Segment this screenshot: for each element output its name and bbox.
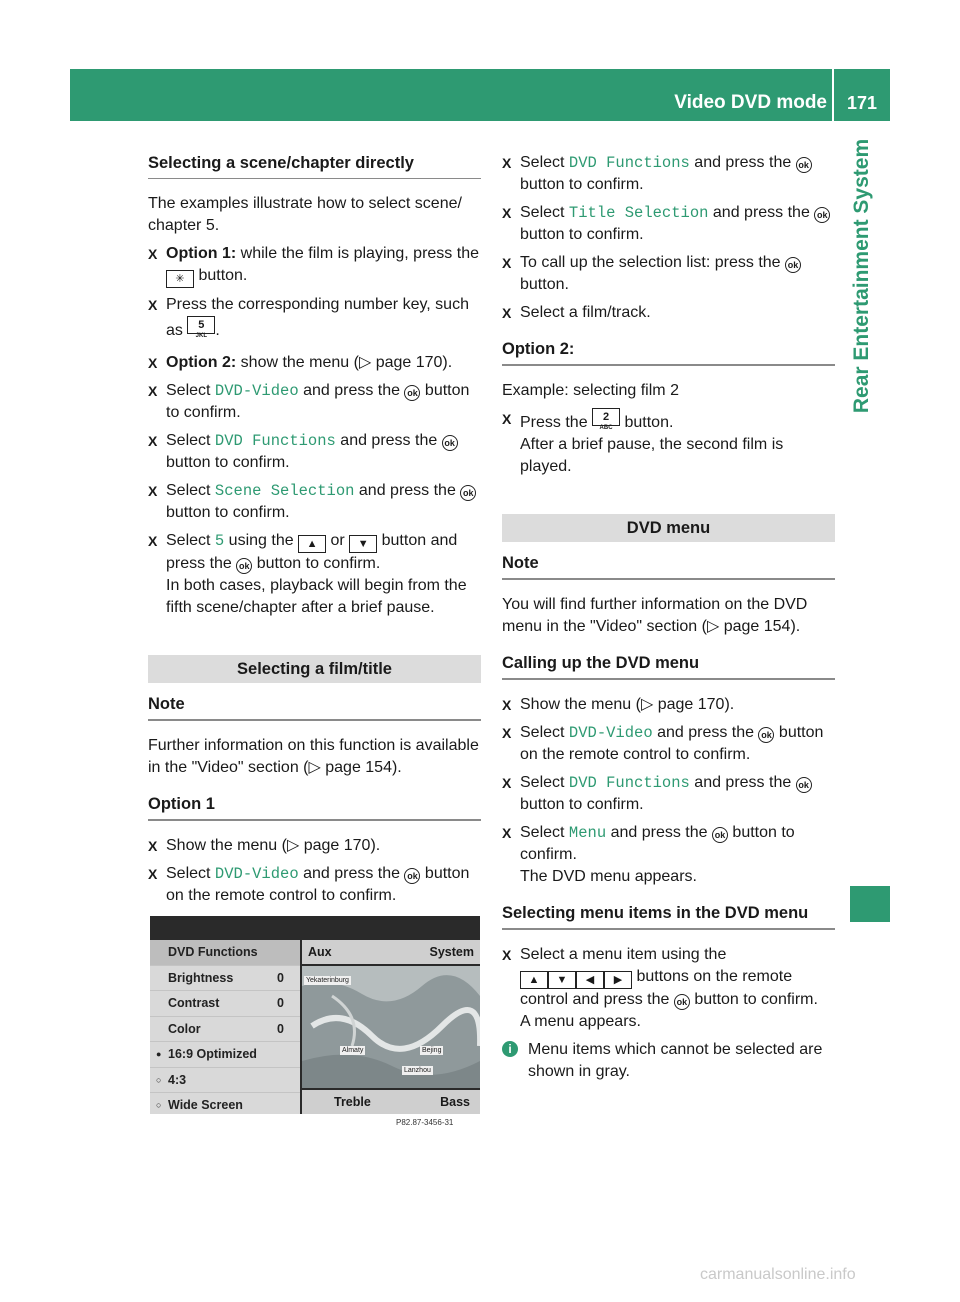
step-select-film: X Select a film/track.: [502, 302, 835, 324]
paragraph-example: Example: selecting film 2: [502, 382, 679, 399]
section-title: Video DVD mode: [674, 92, 827, 113]
heading-calling-dvd-menu: Calling up the DVD menu: [502, 652, 835, 680]
step-press-2: X Press the 2 ABC button. After a brief pause, the second film is played.: [502, 408, 835, 478]
up-key-icon: ▲: [298, 535, 326, 553]
step-select-dvd-functions: X Select DVD Functions and press the ok button to confirm.: [148, 430, 481, 474]
step-option1: X Option 1: while the film is playing, press the ✳ button.: [148, 243, 481, 288]
step-icon: X: [148, 355, 158, 371]
number-key-2-icon: 2 ABC: [592, 408, 620, 426]
step-select-dvd-functions-2: X Select DVD Functions and press the ok button to confirm.: [502, 772, 835, 816]
step-icon: X: [148, 533, 158, 549]
info-note: i Menu items which cannot be selected are shown in gray.: [502, 1039, 835, 1083]
heading-film-title: Selecting a film/title: [148, 655, 481, 683]
heading-selecting-menu-items: Selecting menu items in the DVD menu: [502, 902, 835, 930]
ok-button-icon: ok: [814, 207, 830, 223]
step-icon: X: [502, 305, 512, 321]
dvd-functions-menu: [150, 940, 300, 1114]
right-key-icon: ▶: [604, 971, 632, 989]
ok-button-icon: ok: [796, 157, 812, 173]
menu-item: ○ Wide Screen: [150, 1093, 300, 1118]
heading-note: Note: [502, 552, 835, 580]
left-key-icon: ◀: [576, 971, 604, 989]
step-icon: X: [502, 411, 512, 427]
step-icon: X: [148, 483, 158, 499]
menu-item: Contrast 0: [150, 991, 300, 1017]
step-result: The DVD menu appears.: [520, 868, 697, 885]
map-label: Almaty: [342, 1047, 364, 1054]
step-result: A menu appears.: [520, 1013, 641, 1030]
step-icon: X: [502, 775, 512, 791]
step-select-scene: X Select Scene Selection and press the ok button to confirm.: [148, 480, 481, 524]
step-icon: X: [148, 433, 158, 449]
step-icon: X: [148, 838, 158, 854]
step-icon: X: [502, 725, 512, 741]
map-label: Bejing: [422, 1047, 442, 1054]
page-number: 171: [846, 93, 878, 113]
heading-scene-chapter: Selecting a scene/chapter directly: [148, 152, 481, 179]
info-icon: i: [502, 1041, 518, 1057]
down-key-icon: ▼: [548, 971, 576, 989]
ok-button-icon: ok: [796, 777, 812, 793]
side-marker: [850, 886, 890, 922]
ok-button-icon: ok: [758, 727, 774, 743]
step-icon: X: [148, 246, 158, 262]
paragraph-note: Further information on this function is available in the "Video" section (▷ page 154).: [148, 737, 479, 776]
screen-bottom-bar: [302, 1090, 480, 1114]
heading-option1: Option 1: [148, 793, 481, 821]
step-icon: X: [148, 866, 158, 882]
paragraph-note: You will find further information on the DVD menu in the "Video" section (▷ page 154).: [502, 596, 808, 635]
step-result: In both cases, playback will begin from the fifth scene/chapter after a brief pause.: [166, 577, 467, 616]
side-tab: [843, 126, 881, 426]
step-select-dvd-video: X Select DVD-Video and press the ok button on the remote control to confirm.: [502, 724, 824, 763]
step-select-title: X Select Title Selection and press the ok button to confirm.: [502, 202, 835, 246]
step-select-dvd-functions: X Select DVD Functions and press the ok button to confirm.: [502, 152, 835, 196]
step-icon: X: [502, 697, 512, 713]
star-key-icon: ✳: [166, 270, 194, 288]
up-key-icon: ▲: [520, 971, 548, 989]
treble-label: Treble: [334, 1095, 371, 1109]
right-column: [502, 152, 835, 1089]
step-icon: X: [502, 255, 512, 271]
step-show-menu: X Show the menu (▷ page 170).: [502, 694, 835, 716]
ok-button-icon: ok: [404, 868, 420, 884]
step-select-menu: X Select Menu and press the ok button to confirm. The DVD menu appears.: [502, 822, 835, 888]
step-select-dvd-video-2: X Select DVD-Video and press the ok button on the remote control to confirm.: [148, 865, 470, 904]
map-label: Yekaterinburg: [306, 977, 349, 984]
screen-tab-bar: [302, 940, 480, 964]
side-tab-label: Rear Entertainment System: [850, 138, 873, 414]
step-icon: X: [502, 205, 512, 221]
figure-code: P82.87-3456-31: [396, 1118, 454, 1127]
ok-button-icon: ok: [236, 558, 252, 574]
step-icon: X: [502, 825, 512, 841]
number-key-5-icon: 5 JKL: [187, 316, 215, 334]
menu-item: ● 16:9 Optimized: [150, 1042, 300, 1068]
map-label: Lanzhou: [404, 1067, 431, 1074]
down-key-icon: ▼: [349, 535, 377, 553]
ok-button-icon: ok: [674, 994, 690, 1010]
bass-label: Bass: [440, 1095, 470, 1109]
tab-aux: Aux: [308, 945, 332, 959]
step-select-dvd-video: X Select DVD-Video and press the ok button to confirm.: [148, 382, 470, 421]
step-select-menu-item: X Select a menu item using the ▲ ▼ ◀ ▶ buttons on the remote control and press the ok button to confirm. A menu appears.: [502, 944, 835, 1033]
heading-dvd-menu: DVD menu: [502, 514, 835, 542]
step-icon: X: [502, 155, 512, 171]
step-show-menu: X Show the menu (▷ page 170).: [148, 835, 481, 857]
radio-empty-icon: ○: [156, 1100, 162, 1110]
dvd-functions-screen: [150, 916, 480, 1114]
step-select-5: X Select 5 using the ▲ or ▼ button and press the ok button to confirm. In both cases, playback will begin from the fifth scene/chapter after a brief pause.: [148, 530, 481, 619]
radio-empty-icon: ○: [156, 1074, 162, 1085]
ok-button-icon: ok: [785, 257, 801, 273]
menu-item: Color 0: [150, 1017, 300, 1043]
ok-button-icon: ok: [404, 385, 420, 401]
heading-option2: Option 2:: [502, 338, 835, 366]
watermark: carmanualsonline.info: [700, 1266, 856, 1283]
ok-button-icon: ok: [460, 485, 476, 501]
left-column: [148, 152, 481, 913]
step-option2: X Option 2: show the menu (▷ page 170).: [148, 352, 481, 374]
step-selection-list: X To call up the selection list: press the ok button.: [502, 252, 835, 296]
menu-item: Brightness 0: [150, 966, 300, 992]
step-result: After a brief pause, the second film is played.: [520, 436, 784, 475]
radio-selected-icon: ●: [156, 1049, 162, 1059]
menu-item: ○ 4:3: [150, 1068, 300, 1094]
menu-item: DVD Functions: [150, 940, 300, 966]
step-icon: X: [502, 947, 512, 963]
step-icon: X: [148, 297, 158, 313]
ok-button-icon: ok: [442, 435, 458, 451]
paragraph-intro: The examples illustrate how to select scene/ chapter 5.: [148, 195, 462, 234]
tab-system: System: [429, 945, 474, 959]
heading-note: Note: [148, 693, 481, 721]
step-icon: X: [148, 383, 158, 399]
ok-button-icon: ok: [712, 827, 728, 843]
step-number-key: X Press the corresponding number key, such as 5 JKL .: [148, 296, 469, 339]
map-image: [302, 966, 480, 1088]
